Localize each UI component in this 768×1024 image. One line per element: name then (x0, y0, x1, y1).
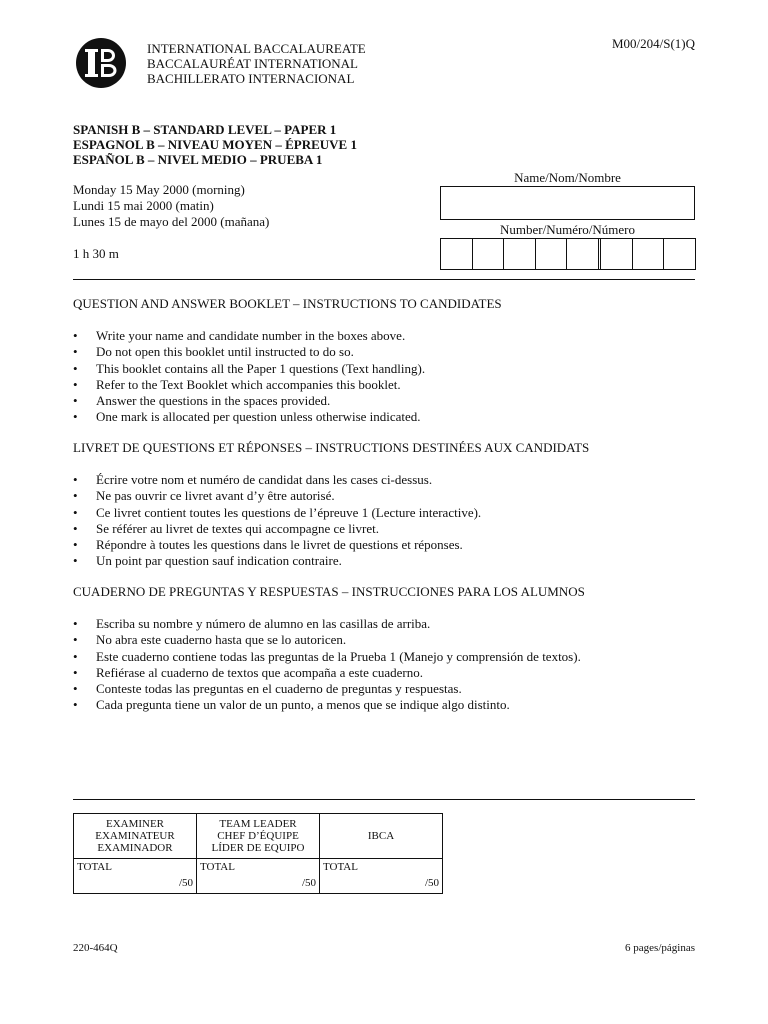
org-line-french: BACCALAURÉAT INTERNATIONAL (147, 56, 359, 71)
header-line: TEAM LEADER (219, 818, 297, 830)
list-item: • Un point par question sauf indication contraire. (73, 553, 481, 569)
list-item: • Répondre à toutes les questions dans le livret de questions et réponses. (73, 537, 481, 553)
ib-logo-icon (75, 37, 127, 89)
examiner-header-cell (74, 814, 197, 859)
number-label: Number/Numéro/Número (499, 222, 636, 237)
instructions-heading-english: QUESTION AND ANSWER BOOKLET – INSTRUCTIONS TO CANDIDATES (73, 296, 502, 311)
number-digit-box[interactable] (536, 239, 568, 269)
ibca-total-cell[interactable] (320, 859, 443, 894)
organization-names (147, 41, 366, 86)
list-item: • Este cuaderno contiene todas las preguntas de la Prueba 1 (Manejo y comprensión de textos). (73, 649, 581, 665)
name-field[interactable] (440, 186, 695, 220)
list-item: • This booklet contains all the Paper 1 questions (Text handling). (73, 361, 425, 377)
exam-duration: 1 h 30 m (73, 246, 119, 261)
header-line: IBCA (367, 830, 395, 842)
candidate-number-field[interactable] (440, 238, 696, 270)
instructions-heading-french: LIVRET DE QUESTIONS ET RÉPONSES – INSTRUCTIONS DESTINÉES AUX CANDIDATS (73, 440, 590, 455)
number-digit-box[interactable] (473, 239, 505, 269)
page-count: 6 pages/páginas (625, 942, 695, 954)
instructions-heading-spanish: CUADERNO DE PREGUNTAS Y RESPUESTAS – INSTRUCCIONES PARA LOS ALUMNOS (73, 584, 585, 599)
number-digit-box[interactable] (441, 239, 473, 269)
total-value: /50 (424, 877, 439, 889)
instructions-list-spanish (73, 616, 581, 714)
subject-line-english: SPANISH B – STANDARD LEVEL – PAPER 1 (73, 122, 337, 137)
subject-line-french: ESPAGNOL B – NIVEAU MOYEN – ÉPREUVE 1 (73, 137, 357, 152)
subject-title (73, 122, 357, 167)
total-value: /50 (178, 877, 193, 889)
list-item: • Refer to the Text Booklet which accompanies this booklet. (73, 377, 425, 393)
list-item: • One mark is allocated per question unless otherwise indicated. (73, 409, 425, 425)
list-item: • Escriba su nombre y número de alumno en las casillas de arriba. (73, 616, 581, 632)
list-item: • Écrire votre nom et numéro de candidat dans les cases ci-dessus. (73, 472, 481, 488)
list-item: • No abra este cuaderno hasta que se lo autoricen. (73, 632, 581, 648)
examiner-total-cell[interactable] (74, 859, 197, 894)
number-digit-box[interactable] (567, 239, 601, 269)
list-item: • Refiérase al cuaderno de textos que acompaña a este cuaderno. (73, 665, 581, 681)
org-line-spanish: BACHILLERATO INTERNACIONAL (147, 71, 355, 86)
number-digit-box[interactable] (504, 239, 536, 269)
total-label: TOTAL (323, 861, 358, 873)
number-digit-box[interactable] (633, 239, 665, 269)
marks-divider (73, 799, 695, 800)
list-item: • Se référer au livret de textes qui accompagne ce livret. (73, 521, 481, 537)
number-digit-box[interactable] (601, 239, 633, 269)
number-digit-box[interactable] (664, 239, 695, 269)
table-row (74, 859, 443, 894)
date-line-english: Monday 15 May 2000 (morning) (73, 182, 245, 197)
team-leader-header-cell (197, 814, 320, 859)
org-line-english: INTERNATIONAL BACCALAUREATE (147, 41, 366, 56)
list-item: • Cada pregunta tiene un valor de un punto, a menos que se indique algo distinto. (73, 697, 581, 713)
team-leader-total-cell[interactable] (197, 859, 320, 894)
header-line: EXAMINATEUR (95, 830, 175, 842)
header-line: LÍDER DE EQUIPO (211, 842, 305, 854)
document-code: 220-464Q (73, 942, 118, 954)
marks-table (73, 813, 443, 894)
total-value: /50 (301, 877, 316, 889)
total-label: TOTAL (77, 861, 112, 873)
list-item: • Ne pas ouvrir ce livret avant d’y être autorisé. (73, 488, 481, 504)
list-item: • Conteste todas las preguntas en el cuaderno de preguntas y respuestas. (73, 681, 581, 697)
subject-line-spanish: ESPAÑOL B – NIVEL MEDIO – PRUEBA 1 (73, 152, 323, 167)
header-line: EXAMINER (105, 818, 165, 830)
total-label: TOTAL (200, 861, 235, 873)
header-line: EXAMINADOR (97, 842, 173, 854)
ibca-header-cell (320, 814, 443, 859)
instructions-list-french (73, 472, 481, 570)
instructions-list-english (73, 328, 425, 426)
list-item: • Write your name and candidate number in the boxes above. (73, 328, 425, 344)
list-item: • Do not open this booklet until instructed to do so. (73, 344, 425, 360)
date-line-spanish: Lunes 15 de mayo del 2000 (mañana) (73, 214, 270, 229)
header-line: CHEF D’ÉQUIPE (217, 830, 299, 842)
table-row (74, 814, 443, 859)
header-divider (73, 279, 695, 280)
date-line-french: Lundi 15 mai 2000 (matin) (73, 198, 214, 213)
name-label: Name/Nom/Nombre (514, 170, 621, 185)
list-item: • Ce livret contient toutes les questions de l’épreuve 1 (Lecture interactive). (73, 505, 481, 521)
exam-date (73, 182, 269, 230)
paper-code: M00/204/S(1)Q (611, 36, 695, 51)
list-item: • Answer the questions in the spaces provided. (73, 393, 425, 409)
